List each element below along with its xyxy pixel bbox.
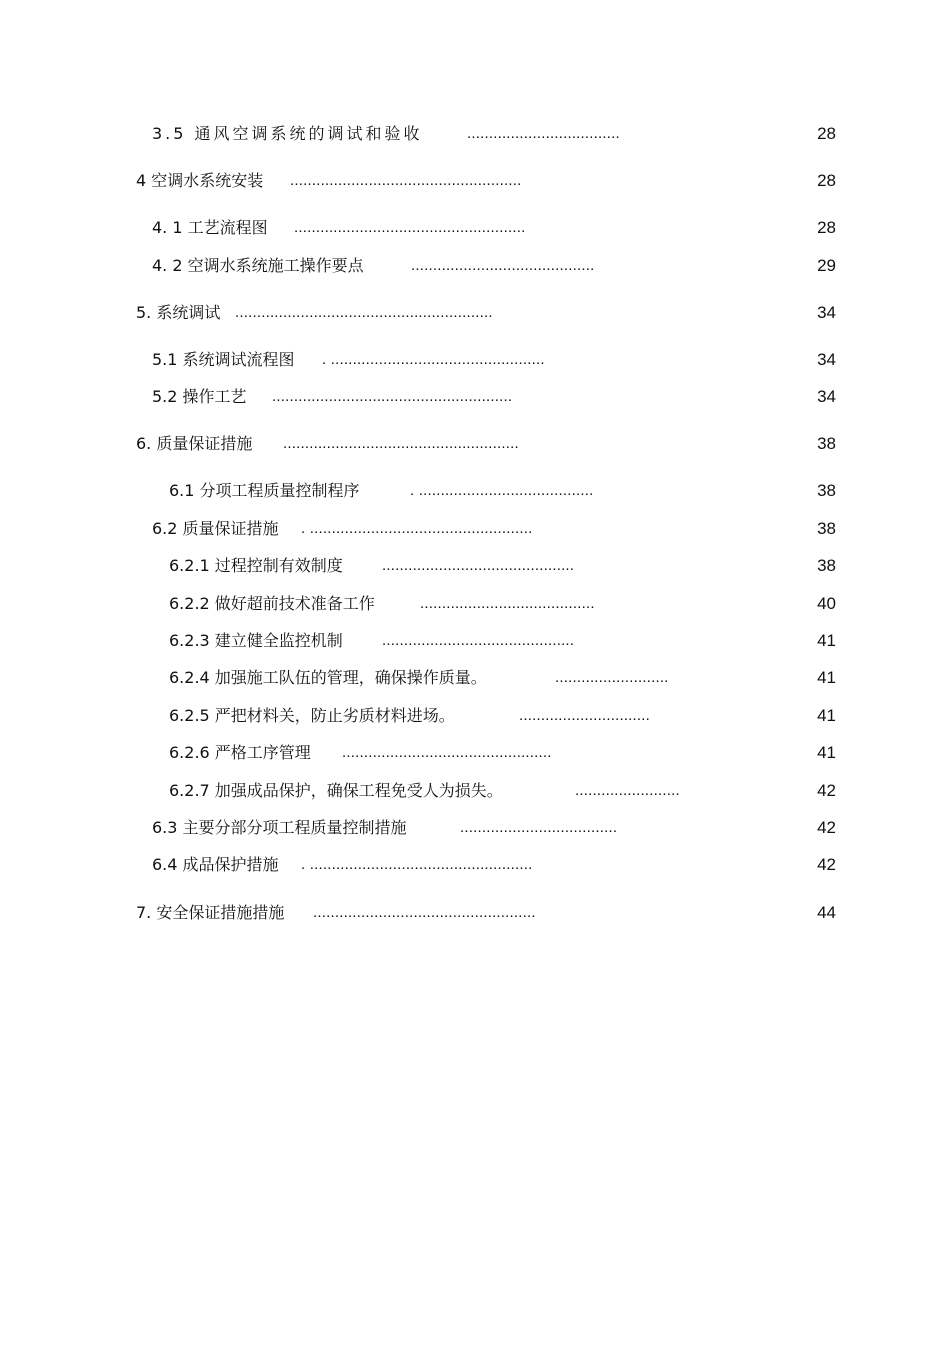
- toc-leader-dots: ..........................: [555, 669, 669, 686]
- toc-page-number: 40: [817, 594, 836, 613]
- toc-leader-dots: ..............................: [519, 707, 651, 724]
- toc-page-number: 28: [817, 124, 836, 143]
- toc-entry-label: 6.2 质量保证措施: [152, 519, 279, 538]
- toc-entry-label: 3.5 通风空调系统的调试和验收: [152, 124, 423, 143]
- toc-leader-dots: ......................................................: [283, 435, 519, 452]
- toc-page-number: 42: [817, 781, 836, 800]
- toc-entry-4-1: [0, 216, 950, 240]
- toc-leader-dots: . ...................................................: [301, 520, 533, 537]
- toc-page-number: 38: [817, 434, 836, 453]
- toc-entry-5-1: [0, 348, 950, 372]
- toc-entry-6-3: [0, 816, 950, 840]
- toc-entry-label: 5.1 系统调试流程图: [152, 350, 295, 369]
- toc-entry-6: [0, 432, 950, 456]
- toc-entry-4: [0, 169, 950, 193]
- toc-leader-dots: . .................................................: [322, 351, 545, 368]
- toc-entry-4-2: [0, 254, 950, 278]
- toc-entry-6-2-7: [0, 779, 950, 803]
- toc-page-number: 34: [817, 303, 836, 322]
- toc-entry-label: 4. 2 空调水系统施工操作要点: [152, 256, 364, 275]
- toc-entry-6-2-3: [0, 629, 950, 653]
- toc-leader-dots: . ........................................: [410, 482, 594, 499]
- toc-entry-label: 5.2 操作工艺: [152, 387, 247, 406]
- toc-entry-label: 6.2.4 加强施工队伍的管理，确保操作质量。: [169, 668, 487, 687]
- toc-leader-dots: ........................................: [420, 595, 595, 612]
- toc-page-number: 41: [817, 668, 836, 687]
- toc-entry-label: 6.2.3 建立健全监控机制: [169, 631, 343, 650]
- toc-page-number: 44: [817, 903, 836, 922]
- toc-leader-dots: ...........................................................: [235, 304, 493, 321]
- toc-entry-label: 6.2.7 加强成品保护，确保工程免受人为损失。: [169, 781, 503, 800]
- toc-leader-dots: ...................................................: [313, 904, 536, 921]
- toc-page-number: 28: [817, 171, 836, 190]
- toc-page-number: 38: [817, 481, 836, 500]
- toc-entry-label: 6.2.2 做好超前技术准备工作: [169, 594, 375, 613]
- toc-entry-label: 6.1 分项工程质量控制程序: [169, 481, 360, 500]
- toc-page-number: 28: [817, 218, 836, 237]
- toc-entry-5: [0, 301, 950, 325]
- toc-leader-dots: ................................................: [342, 744, 552, 761]
- toc-leader-dots: ..........................................: [411, 257, 595, 274]
- toc-entry-6-2-6: [0, 741, 950, 765]
- toc-leader-dots: .....................................................: [290, 172, 522, 189]
- toc-leader-dots: ............................................: [382, 632, 575, 649]
- toc-entry-label: 6.3 主要分部分项工程质量控制措施: [152, 818, 407, 837]
- toc-page-number: 42: [817, 818, 836, 837]
- toc-page-number: 38: [817, 556, 836, 575]
- toc-page-number: 41: [817, 706, 836, 725]
- toc-entry-6-1: [0, 479, 950, 503]
- toc-entry-label: 6. 质量保证措施: [136, 434, 253, 453]
- toc-page-number: 34: [817, 387, 836, 406]
- toc-entry-label: 6.2.5 严把材料关，防止劣质材料进场。: [169, 706, 455, 725]
- toc-entry-7: [0, 901, 950, 925]
- toc-entry-label: 4 空调水系统安装: [136, 171, 264, 190]
- toc-page-number: 34: [817, 350, 836, 369]
- toc-entry-6-2-1: [0, 554, 950, 578]
- toc-leader-dots: ...................................: [467, 125, 620, 142]
- toc-entry-label: 6.2.1 过程控制有效制度: [169, 556, 343, 575]
- toc-page-number: 41: [817, 631, 836, 650]
- toc-entry-5-2: [0, 385, 950, 409]
- toc-leader-dots: ........................: [575, 782, 680, 799]
- toc-entry-label: 5. 系统调试: [136, 303, 221, 322]
- toc-entry-label: 4. 1 工艺流程图: [152, 218, 268, 237]
- toc-entry-label: 6.2.6 严格工序管理: [169, 743, 311, 762]
- toc-entry-label: 7. 安全保证措施措施: [136, 903, 285, 922]
- toc-page-number: 29: [817, 256, 836, 275]
- toc-leader-dots: ....................................: [460, 819, 618, 836]
- toc-leader-dots: .....................................................: [294, 219, 526, 236]
- toc-leader-dots: .......................................................: [272, 388, 513, 405]
- toc-entry-label: 6.4 成品保护措施: [152, 855, 279, 874]
- toc-entry-6-4: [0, 853, 950, 877]
- toc-entry-6-2-5: [0, 704, 950, 728]
- toc-page-number: 42: [817, 855, 836, 874]
- toc-leader-dots: ............................................: [382, 557, 575, 574]
- toc-entry-6-2-2: [0, 592, 950, 616]
- toc-page-number: 38: [817, 519, 836, 538]
- toc-entry-6-2-4: [0, 666, 950, 690]
- toc-leader-dots: . ...................................................: [301, 856, 533, 873]
- toc-page-number: 41: [817, 743, 836, 762]
- toc-entry-3-5: [0, 122, 950, 146]
- toc-entry-6-2: [0, 517, 950, 541]
